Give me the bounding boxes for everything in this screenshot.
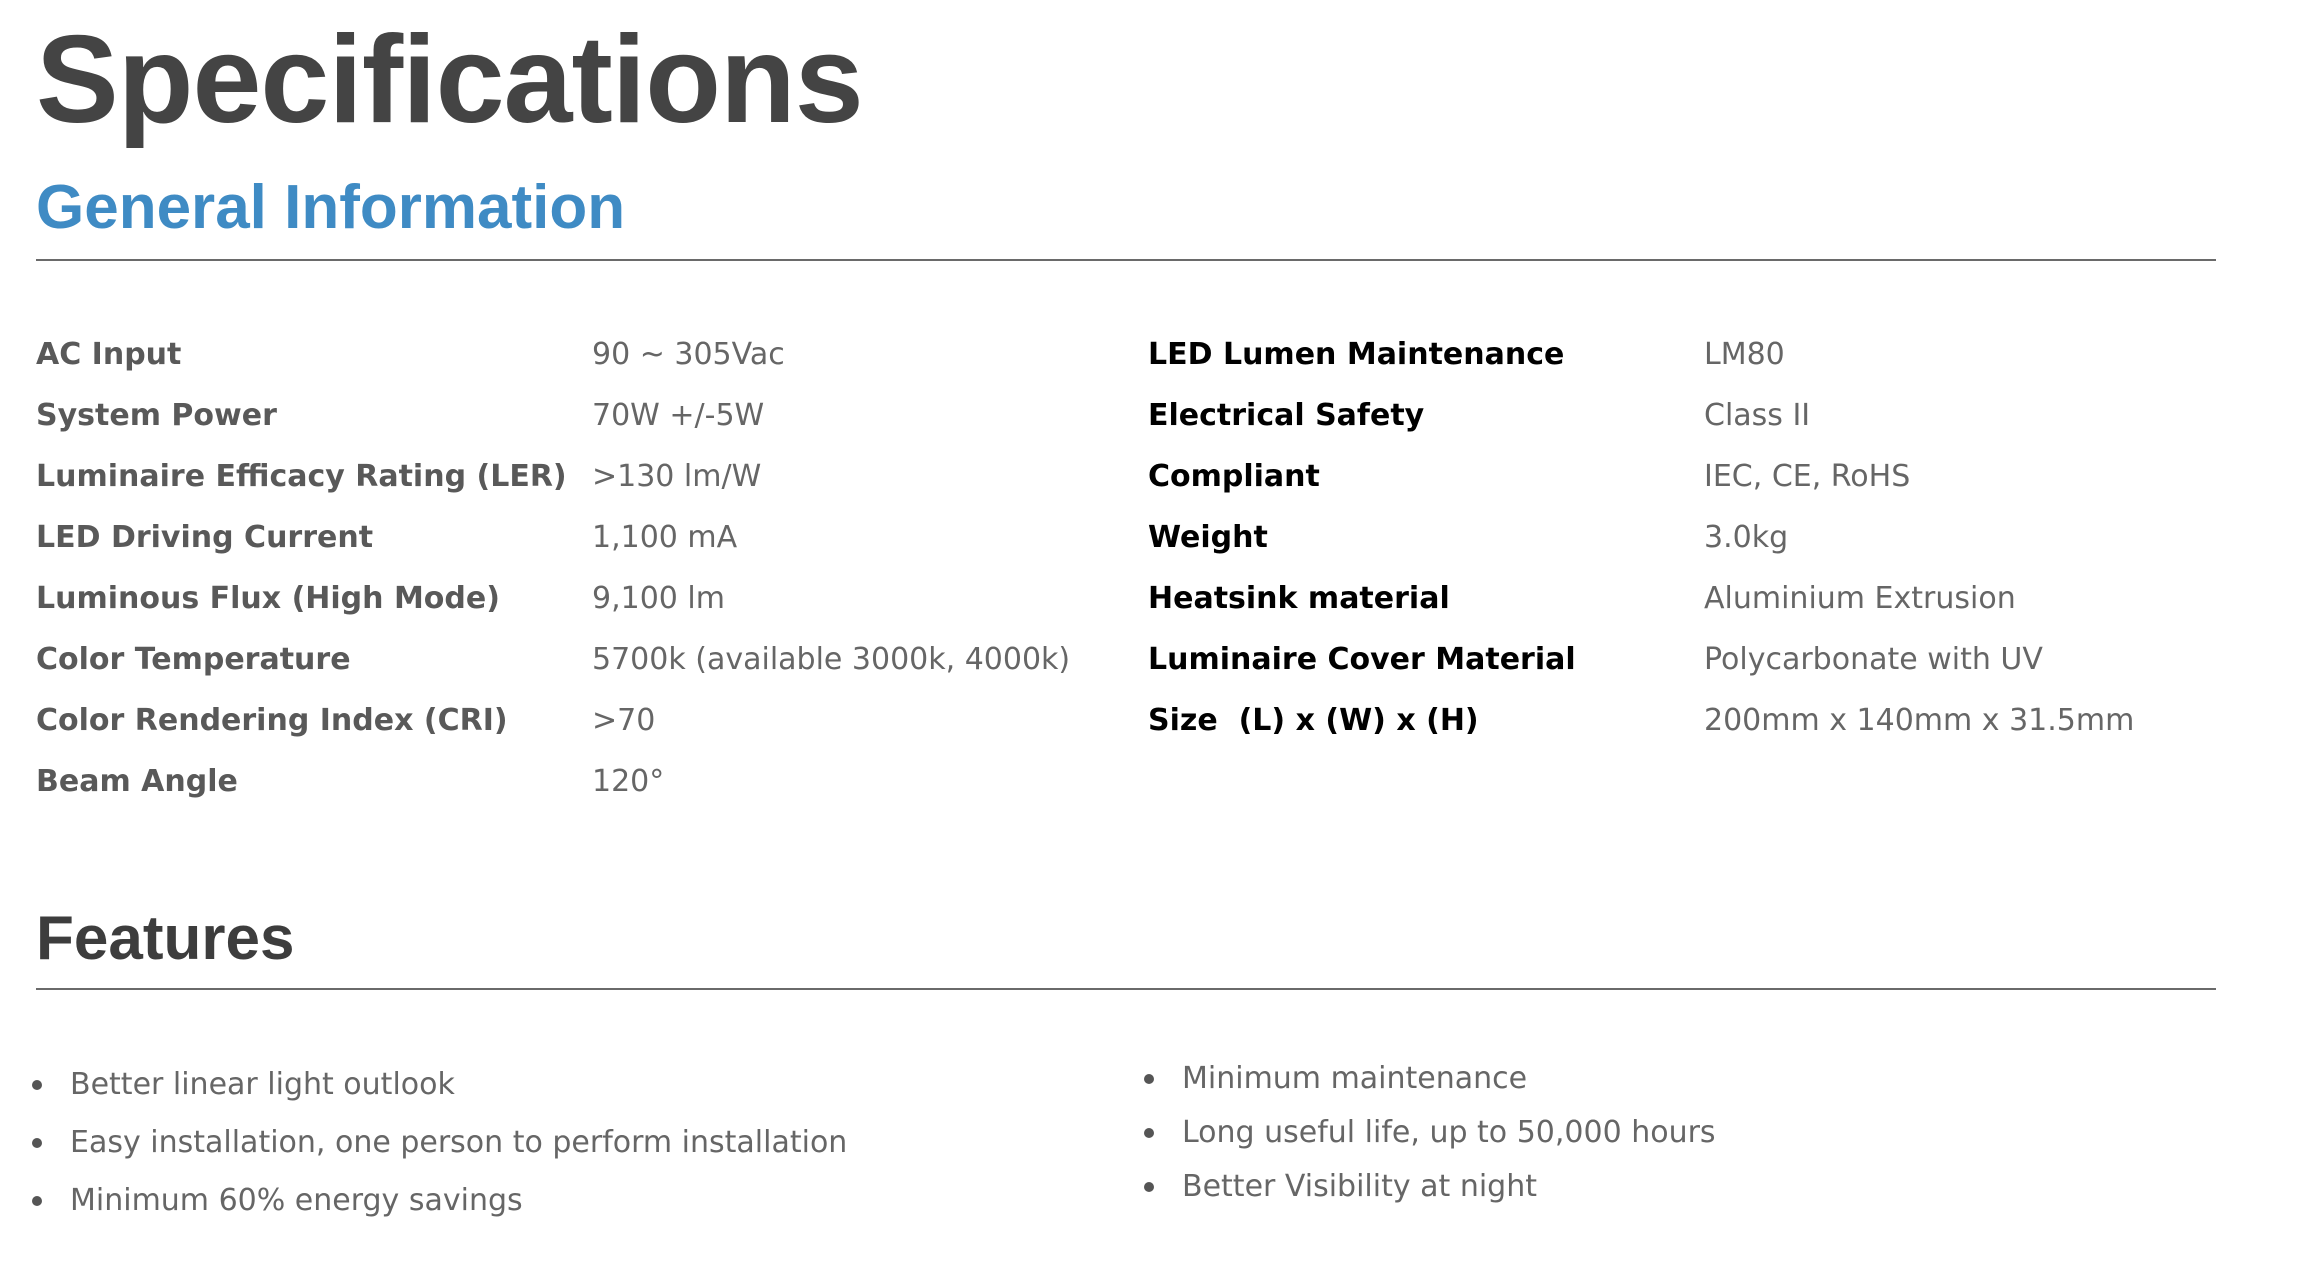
spec-value: 3.0kg [1704, 520, 1789, 555]
spec-label: Electrical Safety [1148, 398, 1425, 433]
spec-row-compliant [1148, 446, 2258, 507]
feature-item [1144, 1052, 1716, 1106]
features-list-right [1144, 1052, 1716, 1214]
spec-value: Polycarbonate with UV [1704, 642, 2043, 677]
spec-label: Compliant [1148, 459, 1320, 494]
spec-row-luminous-flux [36, 568, 1146, 629]
spec-label: AC Input [36, 337, 182, 372]
feature-text: Long useful life, up to 50,000 hours [1182, 1115, 1716, 1150]
page-title: Specifications [36, 11, 863, 149]
spec-value: 200mm x 140mm x 31.5mm [1704, 703, 2135, 738]
spec-row-size [1148, 690, 2258, 751]
spec-value: 1,100 mA [592, 520, 738, 555]
spec-label: System Power [36, 398, 277, 433]
spec-label: Heatsink material [1148, 581, 1450, 616]
spec-value: 5700k (available 3000k, 4000k) [592, 642, 1071, 677]
features-heading: Features [36, 904, 295, 973]
spec-value: 70W +/-5W [592, 398, 765, 433]
feature-item [1144, 1160, 1716, 1214]
spec-row-electrical-safety [1148, 385, 2258, 446]
spec-row-weight [1148, 507, 2258, 568]
spec-label: Weight [1148, 520, 1268, 555]
spec-row-color-temperature [36, 629, 1146, 690]
feature-item [1144, 1106, 1716, 1160]
feature-item [32, 1114, 847, 1172]
spec-label: LED Driving Current [36, 520, 374, 555]
features-list-left [32, 1056, 847, 1230]
bullet-icon [32, 1080, 42, 1090]
feature-text: Better Visibility at night [1182, 1169, 1538, 1204]
feature-text: Minimum maintenance [1182, 1061, 1528, 1096]
spec-label: Beam Angle [36, 764, 238, 799]
bullet-icon [1144, 1074, 1154, 1084]
feature-item [32, 1172, 847, 1230]
feature-text: Better linear light outlook [70, 1067, 455, 1102]
spec-value: LM80 [1704, 337, 1785, 372]
spec-table-right [1148, 324, 2258, 751]
spec-row-ac-input [36, 324, 1146, 385]
spec-label: Luminous Flux (High Mode) [36, 581, 500, 616]
spec-row-heatsink-material [1148, 568, 2258, 629]
spec-table-left [36, 324, 1146, 812]
general-information-heading: General Information [36, 173, 626, 242]
spec-row-beam-angle [36, 751, 1146, 812]
spec-label: Luminaire Efficacy Rating (LER) [36, 459, 567, 494]
spec-label: Size (L) x (W) x (H) [1148, 703, 1479, 738]
general-information-divider [36, 259, 2216, 261]
feature-text: Minimum 60% energy savings [70, 1183, 523, 1218]
spec-value: Class II [1704, 398, 1811, 433]
spec-row-led-driving-current [36, 507, 1146, 568]
spec-label: Color Rendering Index (CRI) [36, 703, 508, 738]
spec-value: >130 lm/W [592, 459, 762, 494]
spec-value: 90 ~ 305Vac [592, 337, 785, 372]
spec-label: Luminaire Cover Material [1148, 642, 1576, 677]
spec-value: 120° [592, 764, 665, 799]
feature-item [32, 1056, 847, 1114]
spec-value: 9,100 lm [592, 581, 725, 616]
spec-row-cover-material [1148, 629, 2258, 690]
features-divider [36, 988, 2216, 990]
bullet-icon [1144, 1128, 1154, 1138]
spec-row-system-power [36, 385, 1146, 446]
spec-row-lumen-maintenance [1148, 324, 2258, 385]
spec-row-ler [36, 446, 1146, 507]
spec-row-cri [36, 690, 1146, 751]
spec-value: IEC, CE, RoHS [1704, 459, 1911, 494]
bullet-icon [32, 1196, 42, 1206]
spec-label: LED Lumen Maintenance [1148, 337, 1565, 372]
spec-value: Aluminium Extrusion [1704, 581, 2016, 616]
bullet-icon [1144, 1182, 1154, 1192]
spec-value: >70 [592, 703, 656, 738]
feature-text: Easy installation, one person to perform installation [70, 1125, 848, 1160]
spec-label: Color Temperature [36, 642, 351, 677]
bullet-icon [32, 1138, 42, 1148]
